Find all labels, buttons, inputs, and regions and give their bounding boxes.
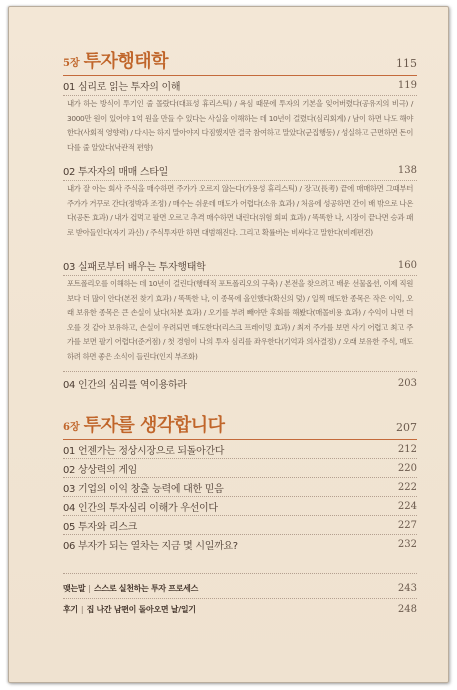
section-page-number: 220 — [397, 462, 417, 474]
toc-entry-closing — [63, 580, 417, 596]
section-title: 03 기업의 이익 창출 능력에 대한 믿음 — [63, 483, 224, 495]
backmatter-title: 집 나간 남편이 돌아오면 날/일기 — [86, 604, 196, 614]
section-page-number: 222 — [397, 481, 417, 493]
section-page-number: 160 — [397, 259, 417, 271]
toc-entry-afterword — [63, 601, 417, 617]
chapter-rule — [63, 75, 417, 76]
section-description: 내가 하는 방식이 투기인 줄 몰랐다(대표성 휴리스틱) / 욕심 때문에 투자의 기본을 잊어버렸다(공유지의 비극) / 3000만 원이 있어야 1억 원을 만들 수 있다는 사실을 이해하는 데 10년이 걸렸다(심리회계) / 남이 하면 나도 해야 한다(사회적 영향력) / 다시는 하지 말아야지 다짐했지만 결국 참여하고 말았다(군집행동) / 성실하고 근면하면 돈이 다를 줄 알았다(낙관적 편향) — [67, 99, 413, 152]
section-title: 03 실패로부터 배우는 투자행태학 — [63, 261, 206, 273]
toc-entry — [63, 517, 417, 533]
section-page-number: 224 — [397, 500, 417, 512]
dotted-rule — [63, 275, 417, 276]
toc-entry — [63, 257, 417, 273]
dotted-rule — [63, 598, 417, 599]
table-of-contents-page — [9, 7, 449, 683]
section-title: 04 인간의 심리를 역이용하라 — [63, 379, 187, 391]
toc-entry — [63, 536, 417, 552]
chapter-heading-5 — [63, 47, 417, 73]
dotted-rule — [63, 371, 417, 372]
backmatter-label: 맺는말 — [63, 583, 86, 593]
section-page-number: 138 — [397, 164, 417, 176]
section-description: 내가 잘 아는 회사 주식을 매수하면 주가가 오르지 않는다(가용성 휴리스틱) / 장고(長考) 끝에 매매하면 그때부터 주가가 거꾸로 간다(정박과 조정) / 매수는 쉬운데 매도가 어렵다(소유 효과) / 처음에 성공하면 간이 배 밖으로 나온다(공돈 효과) / 내가 겁먹고 팔면 오르고 추격 매수하면 내린다(위험 회피 효과) / 똑똑한 나, 시장이 끝나면 승과 패로 받아들인다(자기 과신) / 주식투자만 하면 대범해진다. 그리고 확률버는 비싸다고 말한다(비례편견) — [67, 184, 413, 237]
dotted-rule — [63, 573, 417, 574]
dotted-rule — [63, 515, 417, 516]
chapter-number: 6장 — [63, 422, 80, 433]
dotted-rule — [63, 180, 417, 181]
section-page-number: 227 — [397, 519, 417, 531]
section-title: 02 투자자의 매매 스타일 — [63, 166, 169, 178]
backmatter-separator: | — [88, 583, 91, 593]
chapter-page-number: 207 — [396, 421, 417, 434]
toc-entry — [63, 162, 417, 178]
section-page-number: 119 — [397, 79, 417, 91]
chapter-rule — [63, 439, 417, 440]
backmatter-page-number: 243 — [397, 582, 417, 594]
section-title: 01 심리로 읽는 투자의 이해 — [63, 81, 181, 93]
section-page-number: 212 — [397, 443, 417, 455]
section-title: 04 인간의 투자심리 이해가 우선이다 — [63, 502, 218, 514]
chapter-title: 투자행태학 — [83, 51, 169, 72]
backmatter-page-number: 248 — [397, 603, 417, 615]
section-page-number: 203 — [397, 377, 417, 389]
chapter-page-number: 115 — [396, 57, 417, 70]
toc-entry — [63, 479, 417, 495]
section-page-number: 232 — [397, 538, 417, 550]
section-description: 포트폴리오를 이해하는 데 10년이 걸린다(행태적 포트폴리오의 구축) / 본전을 찾으려고 배운 선물옵션, 이제 직원보다 더 많이 안다(본전 찾기 효과) / 똑똑한 나, 이 종목에 올인했다(확신의 덫) / 일찍 매도한 종목은 작은 이익, 오래 보유한 종목은 큰 손실이 났다(처분 효과) / 오기를 부려 빼야만 후회를 해봤다(매몰비용 효과) / 수익이 나면 더 오를 것 같아 보유하고, 손실이 우려되면 매도한다(리스크 프레이밍 효과) / 최저 주가를 보면 사기 어렵고 최고 주가를 보면 팔기 어렵다(준거점) / 첫 경험이 나의 투자 심리를 좌우한다(기억과 의사결정) / 오래 보유한 주식, 매도하려 하면 좋은 소식이 들린다(인지 부조화) — [67, 279, 413, 361]
toc-entry — [63, 460, 417, 476]
backmatter-label: 후기 — [63, 604, 78, 614]
dotted-rule — [63, 534, 417, 535]
dotted-rule — [63, 496, 417, 497]
chapter-title: 투자를 생각합니다 — [83, 415, 225, 436]
section-title: 06 부자가 되는 열차는 지금 몇 시일까요? — [63, 540, 238, 552]
section-title: 02 상상력의 게임 — [63, 464, 138, 476]
section-title: 05 투자와 리스크 — [63, 521, 138, 533]
chapter-number: 5장 — [63, 58, 80, 69]
toc-entry — [63, 441, 417, 457]
toc-entry — [63, 77, 417, 93]
chapter-heading-6 — [63, 411, 417, 437]
toc-entry — [63, 375, 417, 391]
dotted-rule — [63, 458, 417, 459]
toc-entry — [63, 498, 417, 514]
book-page-frame — [8, 6, 449, 683]
section-title: 01 언젠가는 정상시장으로 되돌아간다 — [63, 445, 225, 457]
dotted-rule — [63, 95, 417, 96]
backmatter-title: 스스로 실천하는 투자 프로세스 — [94, 583, 199, 593]
backmatter-separator: | — [80, 604, 84, 614]
dotted-rule — [63, 477, 417, 478]
